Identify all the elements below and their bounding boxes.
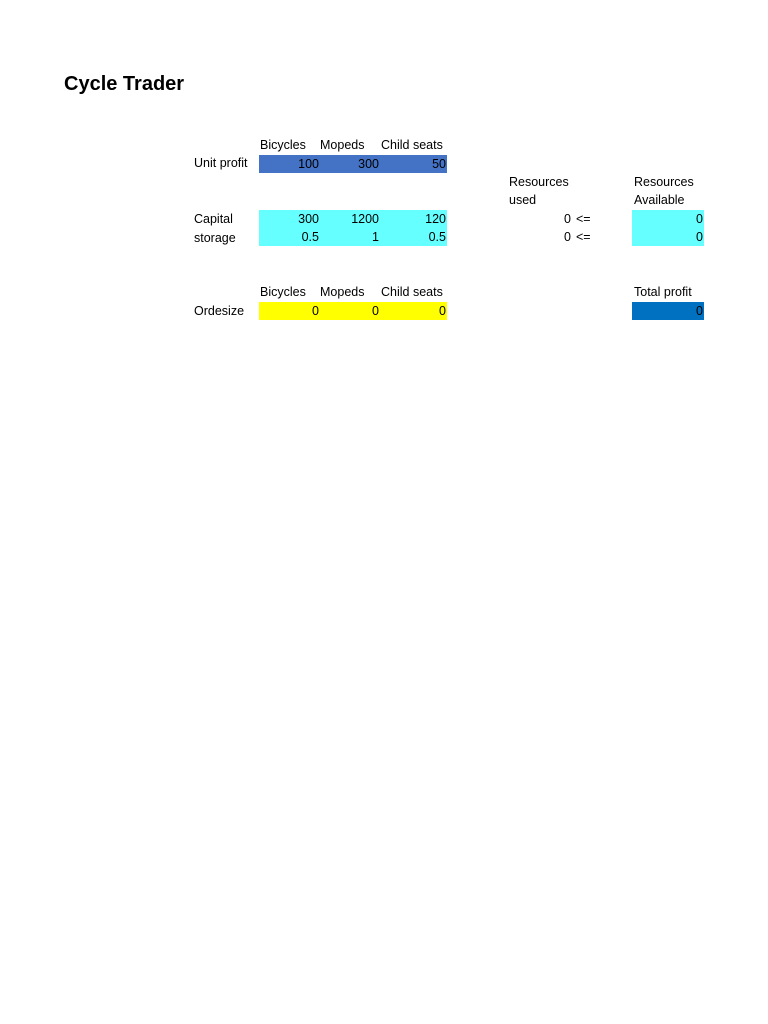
unit-profit-label: Unit profit: [194, 156, 248, 170]
capital-mopeds[interactable]: 1200: [320, 210, 380, 228]
unit-profit-child-seats[interactable]: 50: [380, 155, 447, 173]
storage-bicycles[interactable]: 0.5: [259, 228, 320, 246]
capital-bicycles[interactable]: 300: [259, 210, 320, 228]
order-header-mopeds: Mopeds: [320, 285, 365, 299]
order-child-seats[interactable]: 0: [380, 302, 447, 320]
storage-available[interactable]: 0: [632, 228, 704, 246]
unit-profit-bicycles[interactable]: 100: [259, 155, 320, 173]
header-mopeds: Mopeds: [320, 138, 365, 152]
storage-label: storage: [194, 231, 236, 245]
resources-used-header-line1: Resources: [509, 175, 569, 189]
unit-profit-mopeds[interactable]: 300: [320, 155, 380, 173]
resources-available-header-line2: Available: [634, 193, 685, 207]
capital-used[interactable]: 0: [564, 212, 571, 226]
capital-constraint-sign: <=: [576, 212, 591, 226]
order-size-label: Ordesize: [194, 304, 245, 318]
storage-used[interactable]: 0: [564, 230, 571, 244]
storage-mopeds[interactable]: 1: [320, 228, 380, 246]
storage-constraint-sign: <=: [576, 230, 591, 244]
capital-available[interactable]: 0: [632, 210, 704, 228]
sheet-title: Cycle Trader: [64, 73, 185, 95]
capital-child-seats[interactable]: 120: [380, 210, 447, 228]
header-bicycles: Bicycles: [260, 138, 306, 152]
total-profit-label: Total profit: [634, 285, 692, 299]
resources-used-header-line2: used: [509, 193, 537, 207]
capital-label: Capital: [194, 212, 233, 226]
storage-child-seats[interactable]: 0.5: [380, 228, 447, 246]
header-child-seats: Child seats: [381, 138, 443, 152]
order-bicycles[interactable]: 0: [259, 302, 320, 320]
order-header-bicycles: Bicycles: [260, 285, 306, 299]
total-profit-value[interactable]: 0: [632, 302, 704, 320]
order-mopeds[interactable]: 0: [320, 302, 380, 320]
order-header-child-seats: Child seats: [381, 285, 443, 299]
resources-available-header-line1: Resources: [634, 175, 694, 189]
